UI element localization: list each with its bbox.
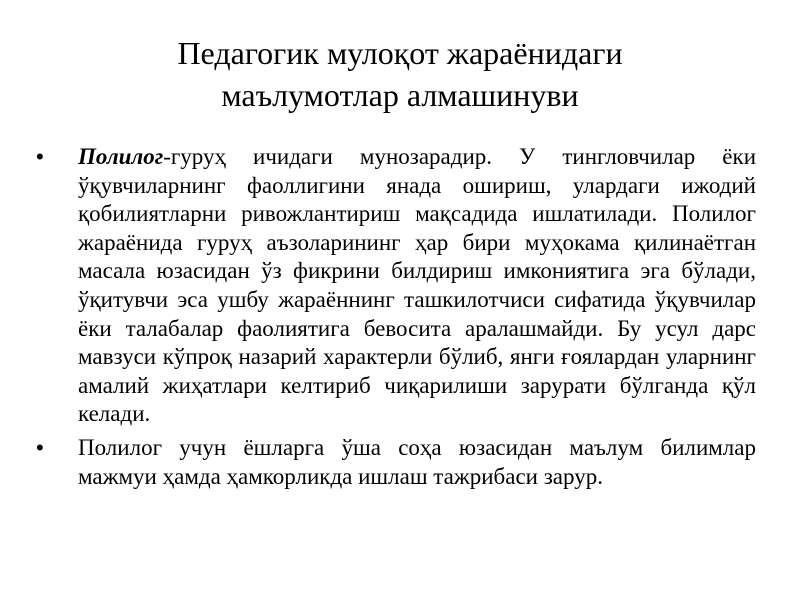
bullet-item-polilog-definition <box>36 143 756 429</box>
bullet-text: Полилог учун ёшларга ўша соҳа юзасидан маълум билимлар мажмуи ҳамда ҳамкорликда ишлаш тажрибаси зарур. <box>78 434 756 489</box>
bullet-dot-icon: • <box>36 144 44 169</box>
bullet-item-polilog-requirements <box>36 434 756 491</box>
slide-title-line-1: Педагогик мулоқот жараёнидаги <box>177 35 623 71</box>
bullet-list <box>36 143 756 496</box>
slide-title-line-2: маълумотлар алмашинуви <box>221 77 579 113</box>
slide-title <box>60 32 740 116</box>
bullet-text: -гуруҳ ичидаги мунозарадир. У тингловчилар ёки ўқувчиларнинг фаоллигини янада ошириш, улардаги ижодий қобилиятларни ривожлантириш мақсадида ишлатилади. Полилог жараёнида гуруҳ аъзоларининг ҳар бири муҳокама қилинаётган масала юзасидан ўз фикрини билдириш имкониятига эга бўлади, ўқитувчи эса ушбу жараённинг ташкилотчиси сифатида ўқувчилар ёки талабалар фаолиятига бевосита аралашмайди. Бу усул дарс мавзуси кўпроқ назарий характерли бўлиб, янги ғоялардан уларнинг амалий жиҳатлари келтириб чиқарилиши зарурати бўлганда қўл келади. <box>78 144 756 427</box>
bullet-dot-icon: • <box>36 434 44 460</box>
bullet-term: Полилог <box>78 144 164 169</box>
